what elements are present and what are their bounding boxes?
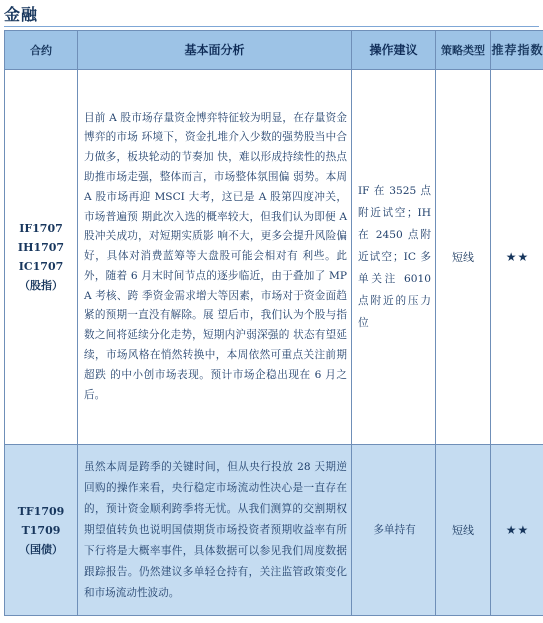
section-title: 金融 xyxy=(4,5,39,24)
header-contract: 合约 xyxy=(5,31,78,70)
contract-code: IH1707 xyxy=(17,241,65,254)
header-analysis: 基本面分析 xyxy=(78,31,352,70)
table-header-row xyxy=(5,31,543,70)
header-recommend-index: 推荐指数 xyxy=(491,31,543,70)
table-row xyxy=(5,70,543,445)
analysis-cell xyxy=(78,70,352,445)
title-divider xyxy=(4,26,539,27)
futures-strategy-table xyxy=(4,30,543,616)
action-cell xyxy=(352,70,436,445)
contract-code: T1709 xyxy=(21,523,61,537)
contract-cell xyxy=(5,70,78,445)
recommend-index-stars: ★★ xyxy=(491,445,543,616)
strategy-type-cell: 短线 xyxy=(436,445,491,616)
recommend-index-stars: ★★ xyxy=(491,70,543,445)
contract-code: TF1709 xyxy=(17,504,65,518)
analysis-cell xyxy=(78,445,352,616)
contract-category: （股指） xyxy=(19,279,63,292)
contract-code: IF1707 xyxy=(19,222,63,235)
action-cell xyxy=(352,445,436,616)
header-strategy-type: 策略类型 xyxy=(436,31,491,70)
action-text: IF 在 3525 点附近试空；IH 在 2450 点附近试空；IC 多单关注 6010 点附近的压力位 xyxy=(358,185,431,329)
table-row xyxy=(5,445,543,616)
action-text: 多单持有 xyxy=(373,524,416,536)
contract-cell xyxy=(5,445,78,616)
header-action: 操作建议 xyxy=(352,31,436,70)
contract-code: IC1707 xyxy=(18,260,64,273)
strategy-type-cell: 短线 xyxy=(436,70,491,445)
analysis-text: 虽然本周是跨季的关键时间，但从央行投放 28 天期逆回购的操作来看，央行稳定市场流动性决心是一直存在的，预计资金顺利跨季将无忧。从我们测算的交割期权期望值转负也说明国债期货市场投资者预期收益率有所下行将是大概率事件，具体数据可以参见我们周度数据跟踪报告。仍然建议多单轻仓持有，关注监管政策变化和市场流动性波动。 xyxy=(84,460,347,599)
analysis-text: 目前 A 股市场存量资金博弈特征较为明显，在存量资金博弈的市场 环境下，资金扎堆介入少数的强势股当中合力做多，板块轮动的节奏加 快，难以形成持续性的热点助推市场走强，整体而言，市场整体氛围偏 弱势。本周 A 股市场再迎 MSCI 大考，这已是 A 股第四度冲关，市场普遍预 期此次入选的概率较大，但我们认为即便 A 股冲关成功，对短期实质影 响不大，更多会提升风险偏好，具体对消费蓝筹等大盘股可能会相对有 利些。此外，随着 6 月末时间节点的逐步临近，由于叠加了 MPA 考核、跨 季资金需求增大等因素，市场对于资金面趋紧的预期一直没有解除。展 望后市，我们认为个股与指数之间将延续分化走势，短期内沪弱深强的 状态有望延续，市场风格在悄然转换中，本周依然可重点关注前期超跌 的中小创市场表现。预计市场企稳出现在 6 月之后。 xyxy=(84,111,347,401)
contract-category: （国债） xyxy=(19,542,63,556)
